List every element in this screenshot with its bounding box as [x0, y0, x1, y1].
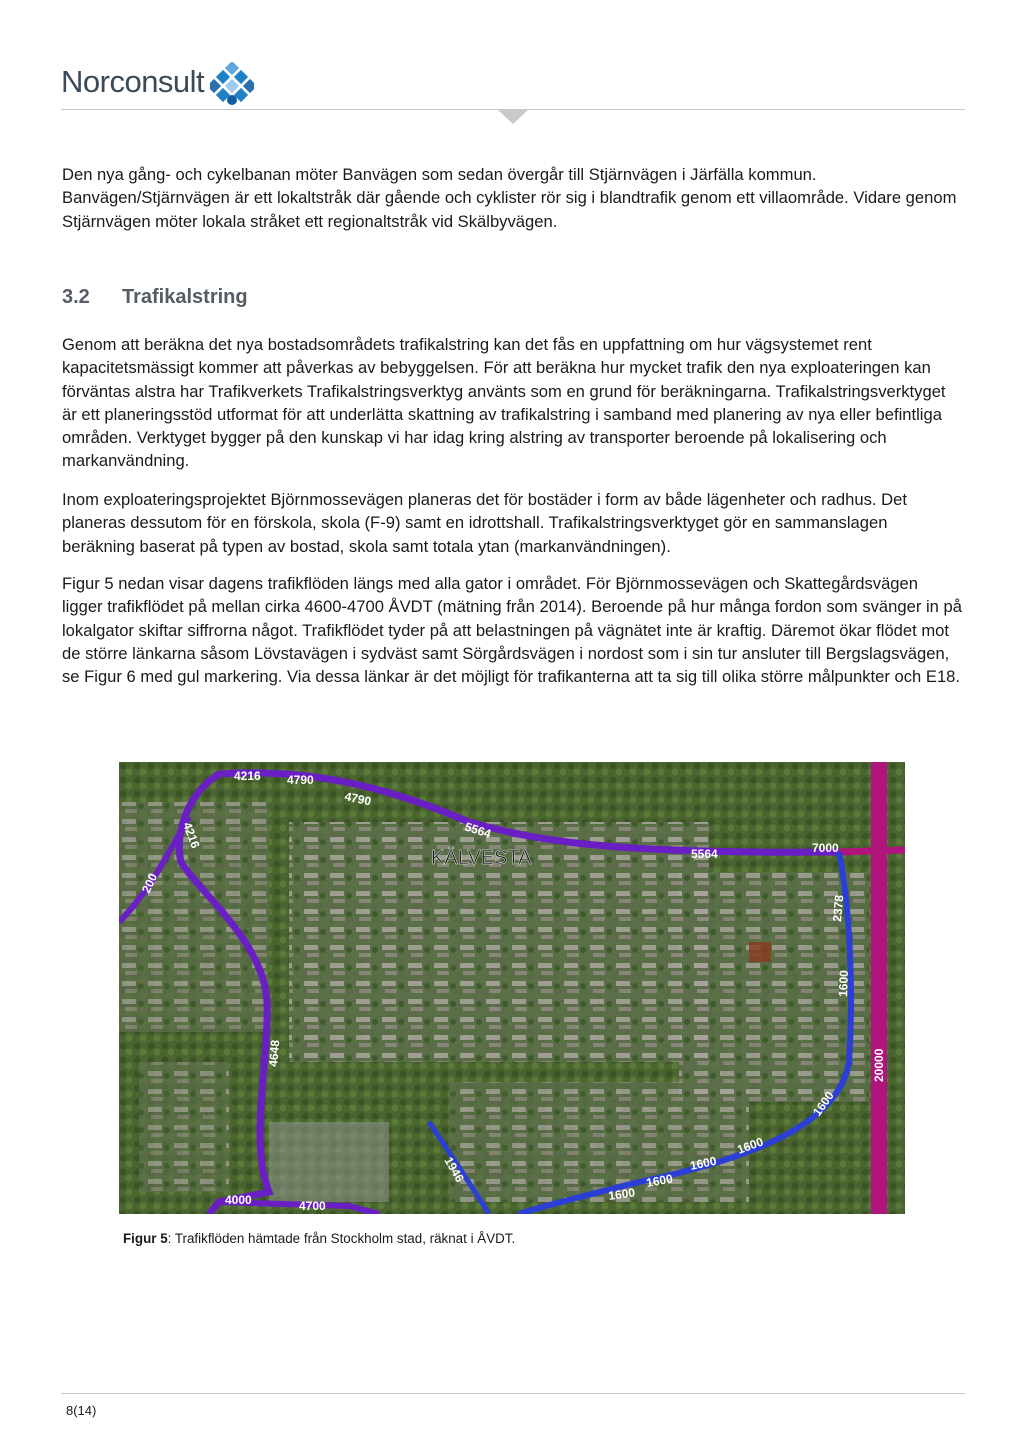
flow-label: 1600	[836, 969, 851, 998]
intro-paragraph: Den nya gång- och cykelbanan möter Banvägen som sedan övergår till Stjärnvägen i Järfälla kommun. Banvägen/Stjärnvägen är ett lokaltstråk där gående och cyklister rör sig i blandtrafik genom ett villaområde. Vidare genom Stjärnvägen möter lokala stråket ett regionaltstråk vid Skälbyvägen.	[62, 165, 957, 231]
flow-label: 200	[139, 871, 161, 896]
road-e18-motorway	[871, 762, 887, 1214]
figure-caption	[123, 1231, 515, 1246]
flow-label: 1600	[688, 1153, 718, 1173]
map-image	[119, 762, 905, 1214]
flow-label: 7000	[812, 841, 839, 855]
page-number: 8(14)	[66, 1403, 97, 1418]
section-heading	[62, 286, 248, 309]
flow-label: 4000	[225, 1193, 252, 1207]
place-label: KÄLVESTA	[431, 847, 532, 869]
section-title: Trafikalstring	[122, 286, 248, 308]
flow-label: 5564	[463, 819, 493, 842]
body-paragraph: Inom exploateringsprojektet Björnmossevägen planeras det för bostäder i form av både lägenheter och radhus. Det planeras dessutom för en förskola, skola (F-9) samt en idrottshall. Trafikalstringsverktyget gör en sammanslagen beräkning baserat på typen av bostad, skola samt totala ytan (markanvändningen).	[62, 490, 907, 556]
footer-divider	[61, 1393, 965, 1394]
flow-label: 4700	[299, 1199, 326, 1213]
flow-label: 20000	[872, 1048, 886, 1082]
flow-label: 4790	[287, 773, 314, 787]
flow-label: 1600	[809, 1088, 837, 1119]
flow-label: 1600	[607, 1185, 636, 1203]
flow-label: 1600	[735, 1134, 766, 1157]
caption-label: Figur 5	[123, 1231, 168, 1246]
flow-label: 1946	[441, 1154, 467, 1185]
page-header	[0, 0, 1024, 130]
flow-label: 2378	[830, 894, 847, 923]
section-number: 3.2	[62, 286, 90, 308]
header-notch-icon	[498, 110, 528, 126]
traffic-flow-map	[119, 762, 905, 1214]
caption-text: : Trafikflöden hämtade från Stockholm stad, räknat i ÅVDT.	[167, 1231, 516, 1246]
flow-label: 4790	[343, 789, 373, 809]
flow-label: 1600	[645, 1171, 674, 1190]
flow-label: 5564	[691, 847, 718, 861]
body-paragraph: Genom att beräkna det nya bostadsområdets trafikalstring kan det fås en uppfattning om hur vägsystemet rent kapacitetsmässigt kommer att påverkas av bebyggelsen. För att beräkna hur mycket trafik den nya exploateringen kan förväntas alstra har Trafikverkets Trafikalstringsverktyg använts som en grund för beräkningarna. Trafikalstringsverktyget är ett planeringsstöd utformat för att underlätta skattning av trafikalstring i samband med planering av nya eller befintliga områden. Verktyget bygger på den kunskap vi har idag kring alstring av transporter beroende på lokalisering och markanvändning.	[62, 335, 946, 471]
flow-label: 4216	[234, 769, 261, 783]
norconsult-diamond-logo-icon	[210, 62, 254, 106]
flow-label: 4216	[180, 820, 203, 851]
flow-label: 4648	[266, 1039, 283, 1068]
body-paragraph: Figur 5 nedan visar dagens trafikflöden längs med alla gator i området. För Björnmossevägen och Skattegårdsvägen ligger trafikflödet på mellan cirka 4600-4700 ÅVDT (mätning från 2014). Beroende på hur många fordon som svänger in på lokalgator skiftar siffrorna något. Trafikflödet tyder på att belastningen på vägnätet inte är kraftig. Däremot ökar flödet mot de större länkarna såsom Lövstavägen i sydväst samt Sörgårdsvägen i nordost som i sin tur ansluter till Bergslagsvägen, se Figur 6 med gul markering. Via dessa länkar är det möjligt för trafikanterna att ta sig till olika större målpunkter och E18.	[62, 574, 962, 687]
company-logo-text: Norconsult	[61, 64, 205, 99]
